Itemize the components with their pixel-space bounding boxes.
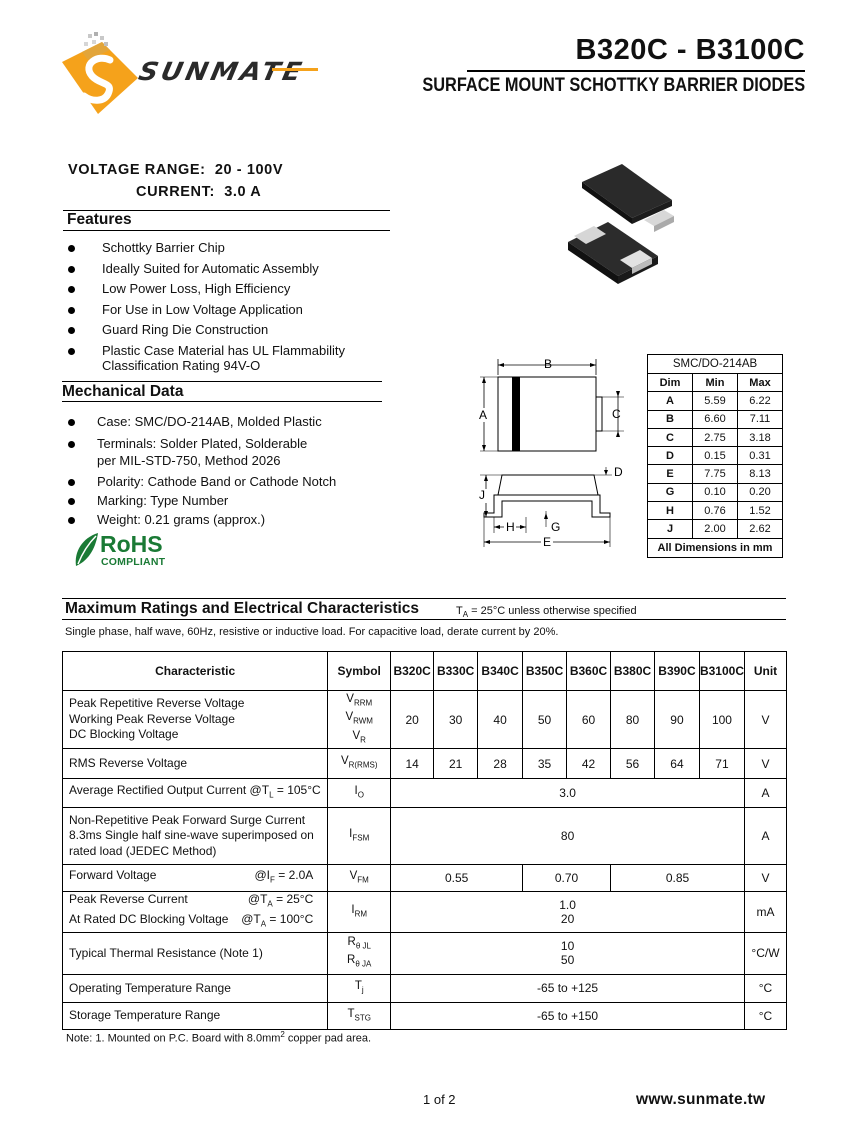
column-header: B320C (391, 652, 434, 691)
logo-mark (62, 32, 138, 114)
features-rule-bottom (63, 230, 390, 231)
list-item: Polarity: Cathode Band or Cathode Notch (68, 474, 336, 493)
list-item: For Use in Low Voltage Application (68, 302, 345, 323)
dim-label-b: B (544, 357, 553, 371)
ratings-heading: Maximum Ratings and Electrical Characteristics (65, 600, 420, 617)
bullet-icon (68, 517, 75, 524)
cathode-band (512, 377, 520, 451)
dimension-table (647, 354, 783, 558)
bullet-icon (68, 266, 75, 273)
column-header: Symbol (328, 652, 391, 691)
column-header: B3100C (699, 652, 744, 691)
document-subtitle: SURFACE MOUNT SCHOTTKY BARRIER DIODES (422, 75, 805, 96)
rohs-compliant-text: COMPLIANT (101, 556, 166, 568)
dimension-drawing (478, 355, 638, 555)
list-item: Terminals: Solder Plated, Solderable per MIL-STD-750, Method 2026 (68, 436, 336, 474)
list-item: Schottky Barrier Chip (68, 240, 345, 261)
column-header: B350C (523, 652, 567, 691)
table-row: Typical Thermal Resistance (Note 1) $R_{\theta JL}$ $R_{\theta JA}$ 10 50 °C/W (63, 932, 787, 974)
footnote: Note: 1. Mounted on P.C. Board with $8.0mm^2$ copper pad area. (66, 1030, 372, 1045)
column-header: B380C (611, 652, 655, 691)
dim-label-h: H (506, 520, 515, 534)
company-logo (58, 30, 323, 121)
voltage-value: 20 - 100V (214, 162, 284, 178)
mechanical-rule-top (62, 381, 382, 382)
bullet-icon (68, 419, 75, 426)
logo-wordmark: SUNMATE (136, 57, 299, 86)
mechanical-heading: Mechanical Data (62, 383, 184, 400)
mechanical-list (68, 414, 336, 531)
table-row: A 5.59 6.22 (648, 392, 783, 410)
table-header-row (63, 652, 787, 691)
table-row: Storage Temperature Range $T_{STG}$ -65 to +150 °C (63, 1002, 787, 1029)
features-list (68, 240, 345, 383)
current-value: 3.0 A (224, 184, 262, 200)
bullet-icon (68, 327, 75, 334)
table-row: G 0.10 0.20 (648, 483, 783, 501)
column-header: B330C (434, 652, 478, 691)
ratings-rule-top (62, 598, 786, 599)
bullet-icon (68, 479, 75, 486)
table-row: J 2.00 2.62 (648, 520, 783, 538)
dim-label-a: A (479, 408, 488, 422)
dim-label-j: J (479, 488, 485, 502)
voltage-range (68, 162, 283, 178)
column-header: Unit (744, 652, 786, 691)
chip-bottom (568, 222, 658, 284)
table-row: E 7.75 8.13 (648, 465, 783, 483)
list-item: Case: SMC/DO-214AB, Molded Plastic (68, 414, 336, 436)
list-item: Low Power Loss, High Efficiency (68, 281, 345, 302)
table-row: RMS Reverse Voltage $V_{R(RMS)}$ 14 21 28 35 42 56 64 71 V (63, 749, 787, 779)
table-row: C 2.75 3.18 (648, 428, 783, 446)
table-row: Operating Temperature Range $T_j$ -65 to +125 °C (63, 974, 787, 1002)
bullet-icon (68, 286, 75, 293)
bullet-icon (68, 348, 75, 355)
current-label: CURRENT: (136, 184, 215, 200)
column-header: B390C (654, 652, 699, 691)
characteristics-table (62, 651, 787, 1030)
rohs-text: RoHS (100, 531, 163, 557)
list-item: Ideally Suited for Automatic Assembly (68, 261, 345, 282)
column-header: Min (693, 374, 738, 392)
column-header: Max (738, 374, 783, 392)
chip-top (582, 164, 674, 232)
list-item: Guard Ring Die Construction (68, 322, 345, 343)
list-item: Marking: Type Number (68, 493, 336, 512)
title-rule (467, 70, 805, 72)
page-number: 1 of 2 (423, 1092, 456, 1107)
table-row: Peak Repetitive Reverse Voltage Working Peak Reverse Voltage DC Blocking Voltage $V_{RRM}$ $V_{RWM}$ $V_R$ 20 30 40 50 60 80 90 100 V (63, 691, 787, 749)
bullet-icon (68, 245, 75, 252)
dim-label-d: D (614, 465, 623, 479)
table-row: Non-Repetitive Peak Forward Surge Current 8.3ms Single half sine-wave superimposed on rated load (JEDEC Method) $I_{FSM}$ 80 A (63, 808, 787, 865)
load-note: Single phase, half wave, 60Hz, resistive or inductive load. For capacitive load, derate current by 20%. (65, 626, 559, 638)
dim-label-g: G (551, 520, 561, 534)
ratings-condition: $T_A = 25^\circ C$ unless otherwise specified (456, 605, 637, 620)
dimension-table-footer: All Dimensions in mm (648, 538, 783, 557)
bullet-icon (68, 498, 75, 505)
list-item: Weight: 0.21 grams (approx.) (68, 512, 336, 531)
ratings-rule-bottom (62, 619, 786, 620)
bullet-icon (68, 441, 75, 448)
features-heading: Features (67, 211, 132, 228)
website-link[interactable]: www.sunmate.tw (636, 1091, 766, 1108)
dim-label-c: C (612, 407, 621, 421)
voltage-label: VOLTAGE RANGE: (68, 162, 206, 178)
table-row: Average Rectified Output Current $@T_L = 105^\circ C$ $I_O$ 3.0 A (63, 779, 787, 808)
table-row: H 0.76 1.52 (648, 502, 783, 520)
dimension-table-caption: SMC/DO-214AB (648, 355, 783, 374)
table-row: D 0.15 0.31 (648, 447, 783, 465)
current-rating (136, 184, 261, 200)
mechanical-rule-bottom (62, 401, 382, 402)
rohs-badge (72, 530, 177, 575)
column-header: B340C (478, 652, 523, 691)
column-header: B360C (567, 652, 611, 691)
column-header: Characteristic (63, 652, 328, 691)
table-row: B 6.60 7.11 (648, 410, 783, 428)
diode-package-image (560, 160, 690, 295)
table-row: Peak Reverse Current $@T_A = 25^\circ C$ At Rated DC Blocking Voltage $@T_A = 100^\circ C$ $I_{RM}$ 1.0 20 mA (63, 892, 787, 933)
table-row: Forward Voltage $@I_F = 2.0A$ $V_{FM}$ 0.55 0.70 0.85 V (63, 865, 787, 892)
bullet-icon (68, 307, 75, 314)
list-item: Plastic Case Material has UL Flammability Classification Rating 94V-O (68, 343, 345, 383)
part-range-title: B320C - B3100C (575, 34, 805, 66)
leaf-icon (76, 533, 98, 566)
dim-label-e: E (543, 535, 552, 549)
column-header: Dim (648, 374, 693, 392)
